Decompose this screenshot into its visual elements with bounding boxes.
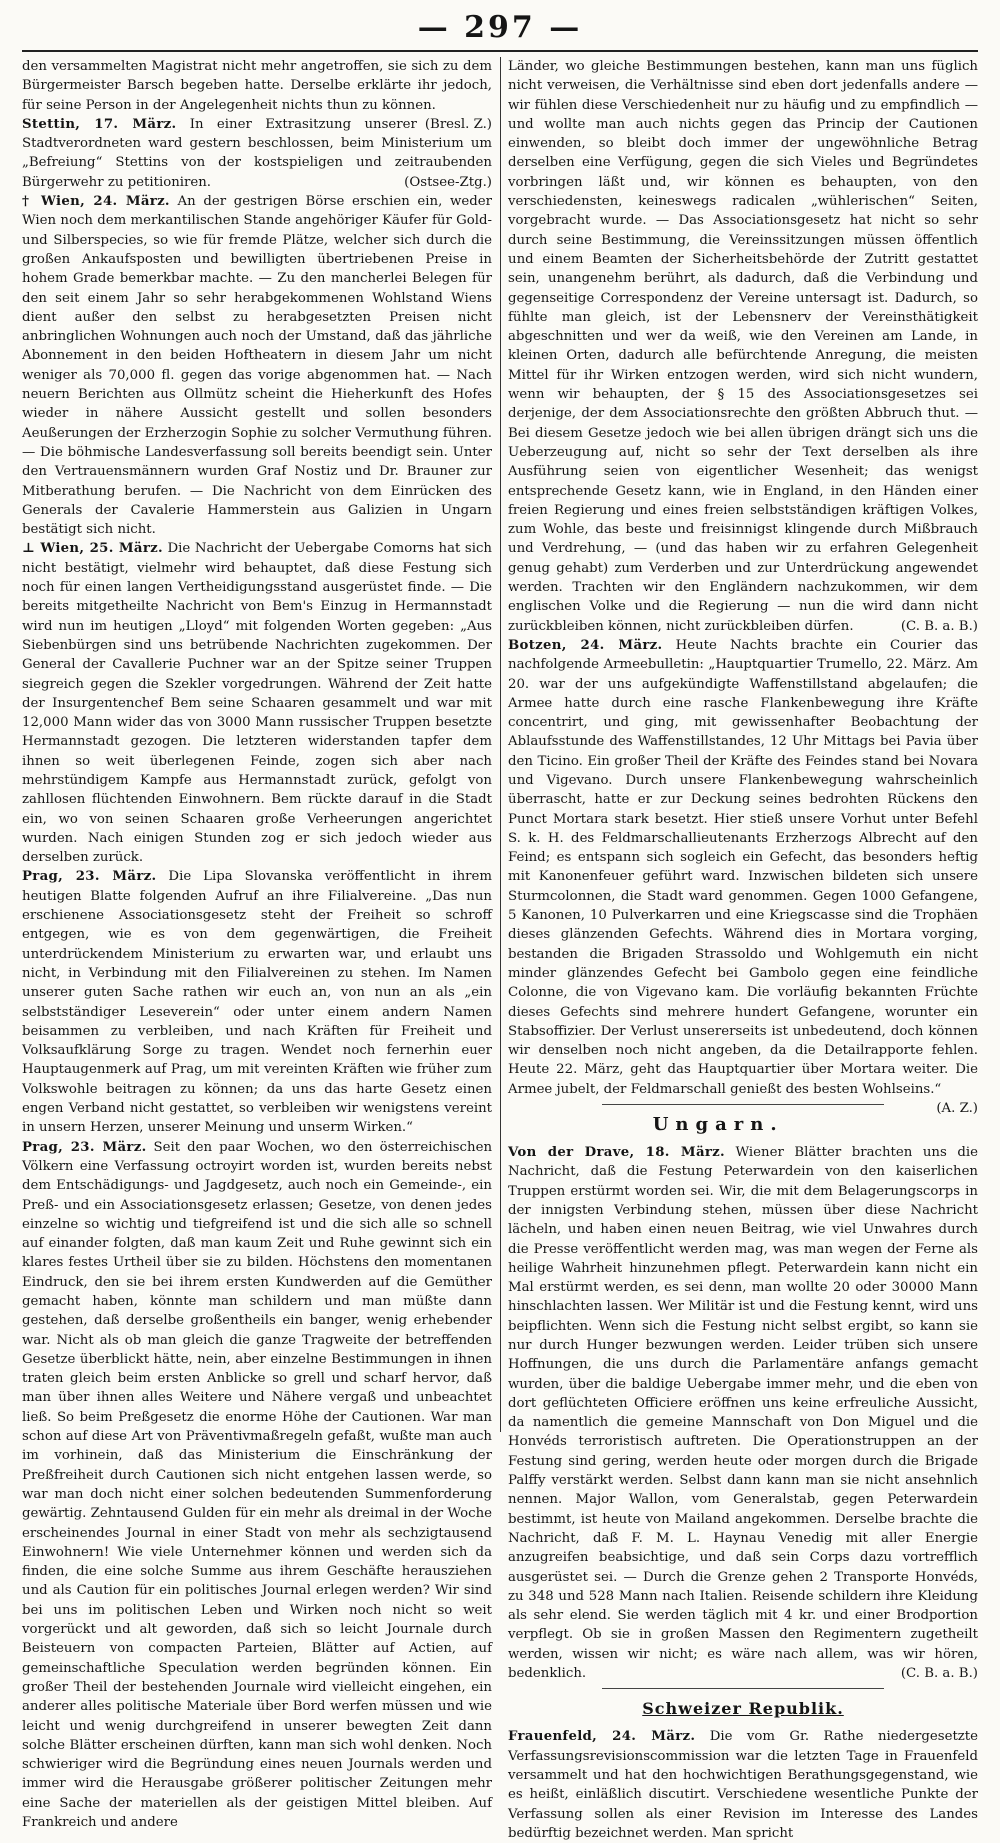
article: [508, 1727, 978, 1843]
article-dateline: Prag, 23. März.: [22, 1139, 147, 1155]
article-dateline: † Wien, 24. März.: [22, 194, 170, 210]
article-source: (Ostsee-Ztg.): [404, 174, 492, 190]
header-rule: [22, 50, 978, 52]
right-column: [508, 57, 978, 1841]
article: [22, 867, 492, 1137]
article-dateline: Prag, 23. März.: [22, 869, 157, 885]
article-text: Die Nachricht der Uebergabe Comorns hat sich nicht bestätigt, vielmehr wird behauptet, daß diese Festung sich noch für einen langen Vertheidigungsstand ausgerüstet finde. — Die bereits mitgetheilte Nachricht von Bem's Einzug in Hermannstadt wird nun im heutigen „Lloyd“ mit folgenden Worten gegeben: „Aus Siebenbürgen sind uns betrübende Nachrichten zugekommen. Der General der Cavallerie Puchner war an der Spitze seiner Truppen siegreich gegen die Szekler vorgedrungen. Während der Zeit hatte der Insurgentenchef Bem seine Schaaren gesammelt und war mit 12,000 Mann wider das von 3000 Mann russischer Truppen besetzte Hermannstadt gezogen. Die letzteren widerstanden tapfer dem ihnen so weit überlegenen Feinde, zogen sich aber nach mehrstündigem Kampfe aus Hermannstadt zurück, gefolgt von zahllosen flüchtenden Einwohnern. Bem rückte darauf in die Stadt ein, wo von seinen Schaaren große Verheerungen angerichtet wurden. Nach einigen Stunden zog er sich jedoch wieder aus derselben zurück.: [22, 541, 492, 866]
page-number: — 297 —: [417, 10, 583, 45]
schweiz-articles: [508, 1727, 978, 1843]
article-text: Die Lipa Slovanska veröffentlicht in ihrem heutigen Blatte folgenden Aufruf an ihre Filialvereine. „Das nun erschienene Associationsgesetz steht der Freiheit so schroff entgegen, wie es von dem gegenwärtigen, die Freiheit unterdrückendem Ministerium zu erwarten war, und erlaubt uns nicht, in Verbindung mit den Filialvereinen zu stehen. Im Namen unserer guten Sache rathen wir euch an, von nun an als „ein selbstständiger Leseverein“ oder unter einem andern Namen beisammen zu verbleiben, und nach Kräften für Freiheit und Volksaufklärung Sorge zu tragen. Wendet noch fernerhin euer Hauptaugenmerk auf Prag, um mit vereinten Kräften wie früher zum Volkswohle beitragen zu können; da uns das harte Gesetz einen engen Verband nicht gestattet, so verbleiben wir wenigstens vereint in unsern Herzen, unserer Meinung und unserm Wirken.“: [22, 869, 492, 1136]
article-source: (C. B. a. B.): [900, 1666, 978, 1682]
article: [508, 1143, 978, 1683]
article-source: (C. B. a. B.): [900, 618, 978, 634]
article-dateline: Frauenfeld, 24. März.: [508, 1729, 696, 1745]
section-rule: [602, 1104, 884, 1105]
section-rule: [602, 1688, 884, 1689]
article: [22, 539, 492, 867]
article-source: (A. Z.): [936, 1101, 978, 1117]
article: [22, 1138, 492, 1833]
columns: [22, 57, 978, 1841]
section-title-ungarn: Ungarn.: [652, 1114, 784, 1136]
article-text: Länder, wo gleiche Bestimmungen bestehen, kann man uns füglich nicht verweisen, die Verhältnisse sind eben dort jedenfalls andere — wir fühlen diese Verschiedenheit nur zu häufig und zu empfindlich — und wollte man auch nichts gegen das Princip der Cautionen einwenden, so bleibt doch immer der ungewöhnliche Betrag derselben eine Verfügung, gegen die sich Vieles und Begründetes vorbringen läßt und, wir können es behaupten, von den verschiedensten, keineswegs radicalen „wühlerischen“ Seiten, vorgebracht wurde. — Das Associationsgesetz hat nicht so sehr durch seine Bestimmung, die Vereinssitzungen müssen öffentlich und einem Beamten der Sicherheitsbehörde der Zutritt gestattet sein, unangenehm berührt, als dadurch, daß die Verbindung und gegenseitige Correspondenz der Vereine untersagt ist. Dadurch, so fühlte man gleich, ist der Lebensnerv der Vereinsthätigkeit abgeschnitten und wer da weiß, wie den Vereinen am Lande, in kleinen Orten, dadurch alle befürchtende Anregung, die meisten Mittel für ihr Wirken entzogen werden, wird sich nicht wundern, wenn wir behaupten, der § 15 des Associationsgesetzes sei derjenige, der dem Associationsrechte den größten Abbruch thut. — Bei diesem Gesetze jedoch wie bei allen übrigen drängt sich uns die Ueberzeugung auf, nicht so sehr der Text derselben als ihre Ausführung seien von eigentlicher Wesenheit; das wenigst entsprechende Gesetz kann, wie in England, in den Händen einer freien Regierung und eines freien selbstständigen kräftigen Volkes, zum Wohle, das beste und freisinnigst klingende durch Mißbrauch und Verdrehung, — (und das haben wir zu erfahren Gelegenheit genug gehabt) zum Verderben und zur Unterdrückung angewendet werden. Trachten wir den Engländern nachzukommen, wir dem englischen Volke und die Regierung — nun die wird dann nicht zurückbleiben können, nicht zurückbleiben dürfen.: [508, 59, 978, 634]
section-title-schweiz: Schweizer Republik.: [642, 1699, 844, 1719]
article: [508, 57, 978, 636]
article-text: Die vom Gr. Rathe niedergesetzte Verfassungsrevisionscommission war die letzten Tage in Frauenfeld versammelt und hat den hochwichtigen Berathungsgegenstand, wie es heißt, einläßlich discutirt. Verschiedene wesentliche Punkte der Verfassung sollen als einer Revision im Interesse des Landes bedürftig bezeichnet werden. Man spricht: [508, 1729, 978, 1841]
article-dateline: Von der Drave, 18. März.: [508, 1145, 725, 1161]
article-text: den versammelten Magistrat nicht mehr angetroffen, sie sich zu dem Bürgermeister Barsch begeben hatte. Derselbe erklärte ihr jedoch, für seine Person in der Angelegenheit nichts thun zu können.: [22, 59, 492, 113]
article-text: Wiener Blätter brachten uns die Nachricht, daß die Festung Peterwardein von den kaiserlichen Truppen erstürmt worden sei. Wir, die mit dem Belagerungscorps in der innigsten Verbindung stehen, müssen über diese Nachricht lächeln, und haben einen neuen Beitrag, wie viel Unwahres durch die Presse veröffentlicht werden mag, was man wegen der Ferne als heilige Wahrheit hinzunehmen pflegt. Peterwardein kann nicht ein Mal erstürmt werden, es sei denn, man wollte 20 oder 30000 Mann hinschlachten lassen. Wer Militär ist und die Festung kennt, wird uns beipflichten. Wenn sich die Festung nicht selbst ergibt, so kann sie nur durch Hunger bezwungen werden. Leider trüben sich unsere Hoffnungen, die uns durch die Parlamentäre anfangs gemacht wurden, über die baldige Uebergabe immer mehr, und die eben von dort geflüchteten Officiere eröffnen uns keine erfreuliche Aussicht, da namentlich die gemeine Mannschaft von Don Miguel und die Honvéds terroristisch auftreten. Die Operationstruppen an der Festung sind gering, werden heute oder morgen durch die Brigade Palffy verstärkt werden. Selbst dann kann man sie nicht ansehnlich nennen. Major Wallon, vom Generalstab, gegen Peterwardein bestimmt, ist heute von Mailand angekommen. Derselbe brachte die Nachricht, daß F. M. L. Haynau Venedig mit aller Energie anzugreifen beabsichtige, und daß sein Corps dazu vortrefflich ausgerüstet sei. — Durch die Grenze gehen 2 Transporte Honvéds, zu 348 und 528 Mann nach Italien. Reisende schildern ihre Kleidung als sehr elend. Sie werden täglich mit 4 kr. und einer Brodportion verpflegt. Ob sie in großen Massen den Regimentern zugetheilt werden, wissen wir nicht; es wäre nach allem, was wir hören, bedenklich.: [508, 1145, 978, 1682]
column-divider: [500, 57, 501, 1432]
article-text: Heute Nachts brachte ein Courier das nachfolgende Armeebulletin: „Hauptquartier Trumello, 22. März. Am 20. war der uns aufgekündigte Waffenstillstand abgelaufen; die Armee hatte durch eine rasche Flankenbewegung ihre Kräfte concentrirt, und ging, mit gewissenhafter Beobachtung der Ablaufsstunde des Waffenstillstandes, 12 Uhr Mittags bei Pavia über den Ticino. Ein großer Theil der Kräfte des Feindes stand bei Novara und Vigevano. Durch unsere Flankenbewegung wahrscheinlich überrascht, hatte er zur Deckung seines bedrohten Rückens den Punct Mortara stark besetzt. Hier stieß unsere Vorhut unter Befehl S. k. H. des Feldmarschallieutenants Erzherzogs Albrecht auf den Feind; es entspann sich sogleich ein Gefecht, das besonders heftig mit Kanonenfeuer geführt ward. Inzwischen bildeten sich unsere Sturmcolonnen, die Stadt ward genommen. Gegen 1000 Gefangene, 5 Kanonen, 10 Pulverkarren und eine Kriegscasse sind die Trophäen dieses glänzenden Gefechts. Während dies in Mortara vorging, bestanden die Brigaden Strassoldo und Wohlgemuth ein nicht minder glänzendes Gefecht bei Gambolo gegen eine feindliche Colonne, die von Vigevano kam. Die vorläufig bekannten Früchte dieses Gefechts sind mehrere hundert Gefangene, worunter ein Stabsoffizier. Der Verlust unsererseits ist unbedeutend, doch können wir denselben noch nicht angeben, da die Detailrapporte fehlen. Heute 22. März, geht das Hauptquartier über Mortara weiter. Die Armee jubelt, der Feldmarschall genießt des besten Wohlseins.“: [508, 637, 978, 1097]
article: [22, 192, 492, 539]
article-text: An der gestrigen Börse erschien ein, weder Wien noch dem merkantilischen Stande angehöriger Käufer für Gold- und Silberspecies, so wie für fremde Plätze, welcher sich durch die großen Ankaufsposten und bewilligten übertriebenen Preise in hohem Grade bemerkbar machte. — Zu den mancherlei Belegen für den seit einem Jahr so sehr herabgekommenen Wohlstand Wiens dient außer den selbst zu herabgesetzten Preisen nicht anbringlichen Wohnungen auch noch der Umstand, daß das jährliche Abonnement in den beiden Hoftheatern in diesem Jahr um nicht weniger als 70,000 fl. gegen das vorige abgenommen hat. — Nach neuern Berichten aus Ollmütz scheint die Hieherkunft des Hofes wieder in nähere Aussicht gestellt und sollen besonders Aeußerungen der Erzherzogin Sophie zu solcher Vermuthung führen. — Die böhmische Landesverfassung soll bereits beendigt sein. Unter den Vertrauensmännern wurden Graf Nostiz und Dr. Brauner zur Mitberathung berufen. — Die Nachricht von dem Einrücken des Generals der Cavalerie Hammerstein aus Galizien in Ungarn bestätigt sich nicht.: [22, 194, 492, 538]
article-source: (Bresl. Z.): [424, 116, 492, 132]
article-text: Seit den paar Wochen, wo den österreichischen Völkern eine Verfassung octroyirt worden ist, wurden bereits nebst dem Entschädigungs- und Jagdgesetz, auch noch ein Gemeinde-, ein Preß- und ein Associationsgesetz erlassen; Gesetze, von denen jedes einzelne so wichtig und tiefgreifend ist und die sich alle so schnell auf einander folgten, daß man kaum Zeit und Ruhe gewinnt sich ein klares festes Urtheil über sie zu bilden. Höchstens den momentanen Eindruck, den sie bei ihrem ersten Kundwerden auf die Gemüther gemacht haben, könnte man schildern und man müßte dann gestehen, daß derselbe großentheils ein banger, wenig erhebender war. Nicht als ob man gleich die ganze Tragweite der betreffenden Gesetze überblickt hätte, nein, aber einzelne Bestimmungen in ihnen traten gleich beim ersten Anblicke so grell und scharf hervor, daß man über ihnen alles Weitere und Nähere vergaß und unbeachtet ließ. So beim Preßgesetz die enorme Höhe der Cautionen. War man schon auf diese Art von Präventivmaßregeln gefaßt, wußte man auch im vorhinein, daß das Ministerium die Einschränkung der Preßfreiheit durch Cautionen sich nicht entgehen lassen werde, so war man doch nicht einer solchen bedeutenden Summenforderung gewärtig. Zehntausend Gulden für ein mehr als dreimal in der Woche erscheinendes Journal in einer Stadt von mehr als sechzigtausend Einwohnern! Wie viele Unternehmer können und werden sich da finden, die eine solche Summe aus ihrem Geschäfte herausziehen und als Caution für ein politisches Journal erlegen werden? Wir sind bei uns im politischen Leben und Wirken noch nicht so weit vorgerückt und alt geworden, daß sich so leicht Journale durch Beisteuern von compacten Parteien, Blätter auf Actien, auf gemeinschaftliche Speculation werden begründen können. Ein großer Theil der bestehenden Journale wird vielleicht eingehen, ein anderer alles politische Materiale über Bord werfen müssen und wie leicht und wenig durchgreifend in unserer bewegten Zeit dann solche Blätter erscheinen dürften, kann man sich wohl denken. Noch schwieriger wird die Begründung eines neuen Journals werden und immer wird die Herausgabe größerer politischer Zeitungen mehr eine Sache der materiellen als der geistigen Mittel bleiben. Auf Frankreich und andere: [22, 1139, 493, 1831]
article-dateline: Botzen, 24. März.: [508, 637, 663, 653]
article-dateline: ⊥ Wien, 25. März.: [22, 541, 163, 557]
page-header: [22, 8, 978, 48]
article-text: In einer Extrasitzung unserer Stadtverordneten ward gestern beschlossen, beim Ministerium um „Befreiung“ Stettins von der kostspieligen und zeitraubenden Bürgerwehr zu petitioniren.: [22, 116, 492, 190]
article: [508, 636, 978, 1117]
left-column: [22, 57, 493, 1831]
article-dateline: Stettin, 17. März.: [22, 116, 177, 132]
right-column-articles: [508, 57, 978, 1117]
ungarn-articles: [508, 1143, 978, 1683]
